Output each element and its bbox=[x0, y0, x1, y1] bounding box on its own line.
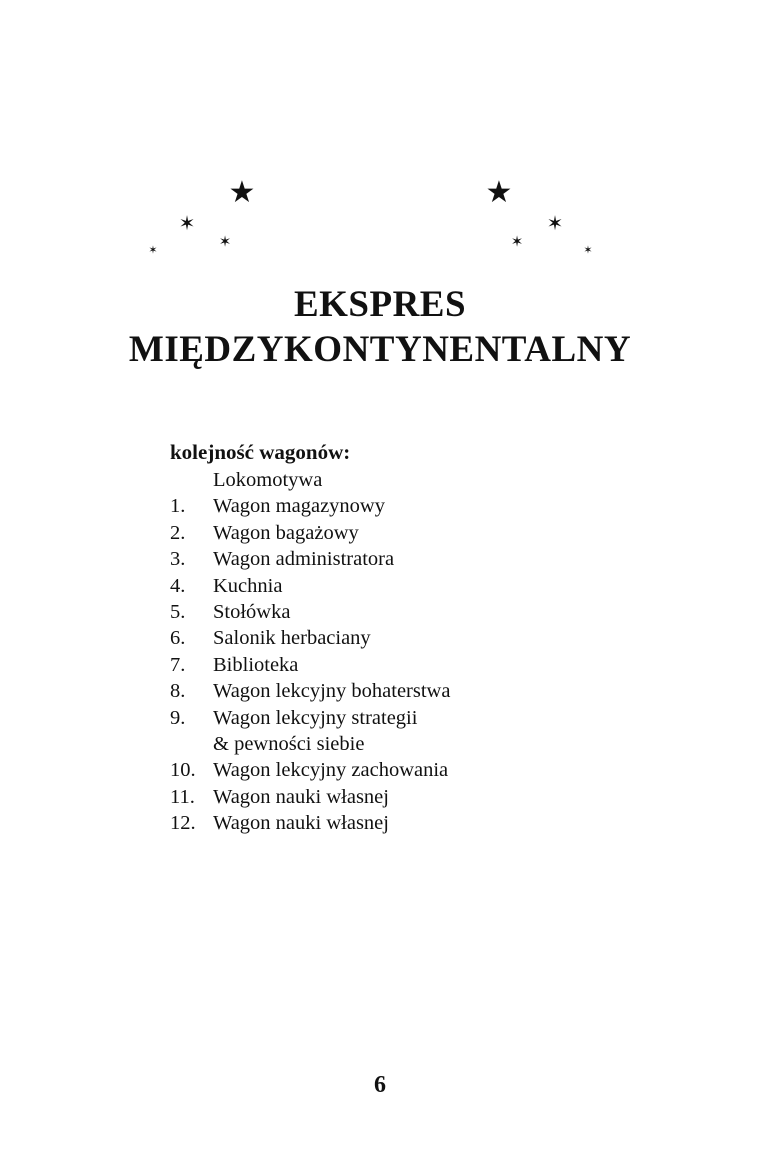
list-item bbox=[170, 731, 450, 757]
list-item-number bbox=[170, 731, 213, 757]
list-item bbox=[170, 784, 450, 810]
list-item bbox=[170, 599, 450, 625]
list-item-number: 12. bbox=[170, 812, 196, 835]
list-item-number bbox=[170, 467, 213, 493]
list-item-text: Wagon bagażowy bbox=[213, 521, 359, 544]
list-item-number: 4. bbox=[170, 574, 186, 597]
list-item-text: Wagon magazynowy bbox=[213, 495, 385, 518]
list-item-text: Salonik herbaciany bbox=[213, 627, 371, 650]
list-item-text: Wagon nauki własnej bbox=[213, 785, 389, 808]
star-icon: ✶ bbox=[178, 213, 196, 235]
list-item-text: Wagon administratora bbox=[213, 548, 395, 571]
star-icon: ✶ bbox=[583, 244, 593, 257]
list-item-text: & pewności siebie bbox=[213, 733, 365, 756]
list-item-number: 2. bbox=[170, 521, 186, 544]
list-item-number: 8. bbox=[170, 680, 186, 703]
list-item bbox=[170, 757, 450, 783]
list-item-number: 7. bbox=[170, 653, 186, 676]
list-item-text: Biblioteka bbox=[213, 653, 299, 676]
list-item-number: 5. bbox=[170, 601, 186, 624]
list-item-number: 6. bbox=[170, 627, 186, 650]
section-heading: kolejność wagonów: bbox=[170, 440, 351, 464]
list-item-text: Wagon lekcyjny bohaterstwa bbox=[213, 680, 451, 703]
list-item-number: 1. bbox=[170, 495, 186, 518]
star-icon: ✶ bbox=[148, 244, 158, 257]
list-item bbox=[170, 678, 450, 704]
list-item-text: Wagon nauki własnej bbox=[213, 812, 389, 835]
star-icon: ★ bbox=[485, 176, 513, 209]
star-icon: ✶ bbox=[510, 234, 524, 251]
page-number: 6 bbox=[374, 1072, 386, 1098]
list-item-number: 11. bbox=[170, 785, 195, 808]
list-item bbox=[170, 625, 450, 651]
list-item-number: 10. bbox=[170, 759, 196, 782]
list-item-number: 3. bbox=[170, 548, 186, 571]
star-icon: ★ bbox=[228, 176, 256, 209]
car-list bbox=[170, 467, 450, 837]
page-title-line2: MIĘDZYKONTYNENTALNY bbox=[128, 329, 632, 370]
list-item bbox=[170, 546, 450, 572]
list-item-text: Wagon lekcyjny strategii bbox=[213, 706, 418, 729]
list-item bbox=[170, 493, 450, 519]
list-item bbox=[170, 467, 450, 493]
list-item bbox=[170, 705, 450, 731]
list-item bbox=[170, 520, 450, 546]
list-item bbox=[170, 810, 450, 836]
list-item-text: Wagon lekcyjny zachowania bbox=[213, 759, 449, 782]
star-icon: ✶ bbox=[218, 234, 232, 251]
list-item bbox=[170, 573, 450, 599]
list-item-text: Stołówka bbox=[213, 601, 291, 624]
list-item-text: Kuchnia bbox=[213, 574, 283, 597]
page-title-line1: EKSPRES bbox=[293, 284, 467, 325]
list-item-number: 9. bbox=[170, 706, 186, 729]
list-item bbox=[170, 652, 450, 678]
star-icon: ✶ bbox=[546, 213, 564, 235]
list-item-text: Lokomotywa bbox=[213, 469, 323, 491]
